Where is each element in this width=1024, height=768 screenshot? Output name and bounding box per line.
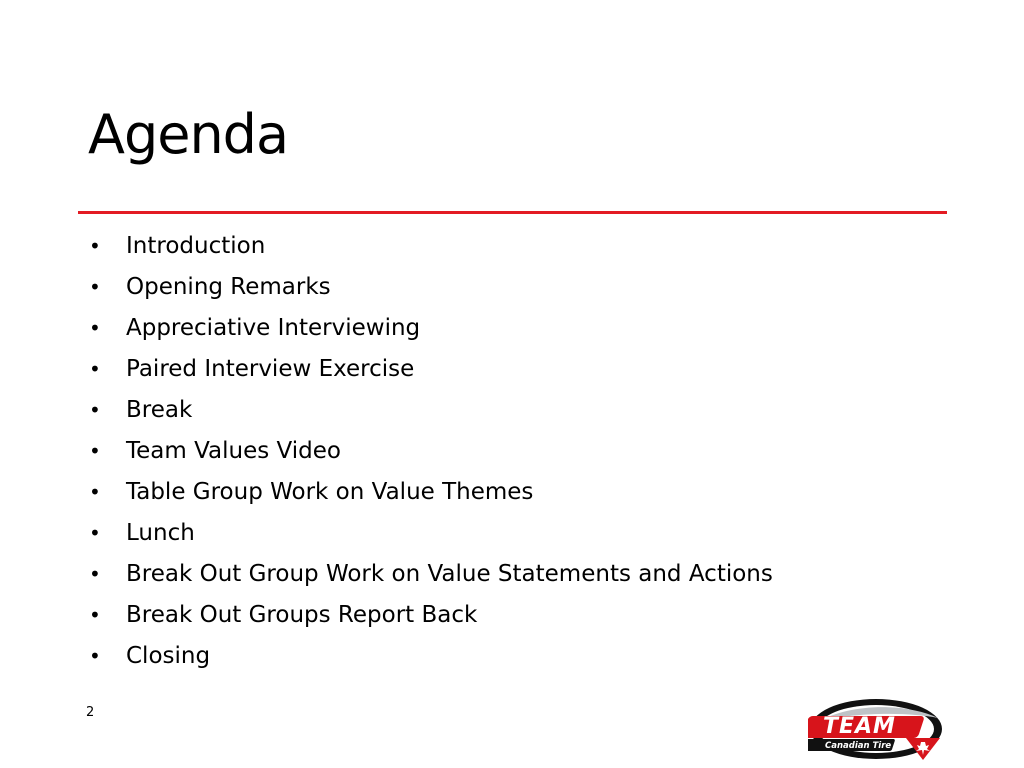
bullet: • <box>89 643 101 668</box>
bullet: • <box>89 479 101 504</box>
list-item <box>88 471 773 512</box>
list-item <box>88 225 773 266</box>
agenda-item-label: Paired Interview Exercise <box>126 355 415 382</box>
list-item <box>88 348 773 389</box>
bullet: • <box>89 561 101 586</box>
list-item <box>88 307 773 348</box>
agenda-item-label: Appreciative Interviewing <box>126 314 421 341</box>
agenda-item-label: Break Out Group Work on Value Statements and Actions <box>126 560 773 587</box>
list-item <box>88 594 773 635</box>
list-item <box>88 389 773 430</box>
list-item <box>88 635 773 676</box>
bullet: • <box>89 233 101 258</box>
team-canadian-tire-logo <box>808 694 954 762</box>
agenda-item-label: Team Values Video <box>126 437 341 464</box>
agenda-list <box>88 225 773 676</box>
title-divider <box>78 211 947 214</box>
bullet: • <box>89 397 101 422</box>
slide-title: Agenda <box>88 103 289 166</box>
agenda-item-label: Break Out Groups Report Back <box>126 601 478 628</box>
agenda-item-label: Table Group Work on Value Themes <box>126 478 534 505</box>
logo-team-text: TEAM <box>823 714 896 739</box>
bullet: • <box>89 356 101 381</box>
list-item <box>88 430 773 471</box>
bullet: • <box>89 520 101 545</box>
bullet: • <box>89 602 101 627</box>
bullet: • <box>89 438 101 463</box>
list-item <box>88 512 773 553</box>
list-item <box>88 553 773 594</box>
agenda-item-label: Break <box>126 396 193 423</box>
agenda-item-label: Introduction <box>126 232 266 259</box>
agenda-item-label: Opening Remarks <box>126 273 331 300</box>
list-item <box>88 266 773 307</box>
bullet: • <box>89 315 101 340</box>
agenda-item-label: Lunch <box>126 519 195 546</box>
canadian-tire-team-logo-icon <box>808 694 954 762</box>
agenda-item-label: Closing <box>126 642 211 669</box>
bullet: • <box>89 274 101 299</box>
page-number: 2 <box>86 705 95 720</box>
logo-canadian-tire-text: Canadian Tire <box>825 741 892 751</box>
